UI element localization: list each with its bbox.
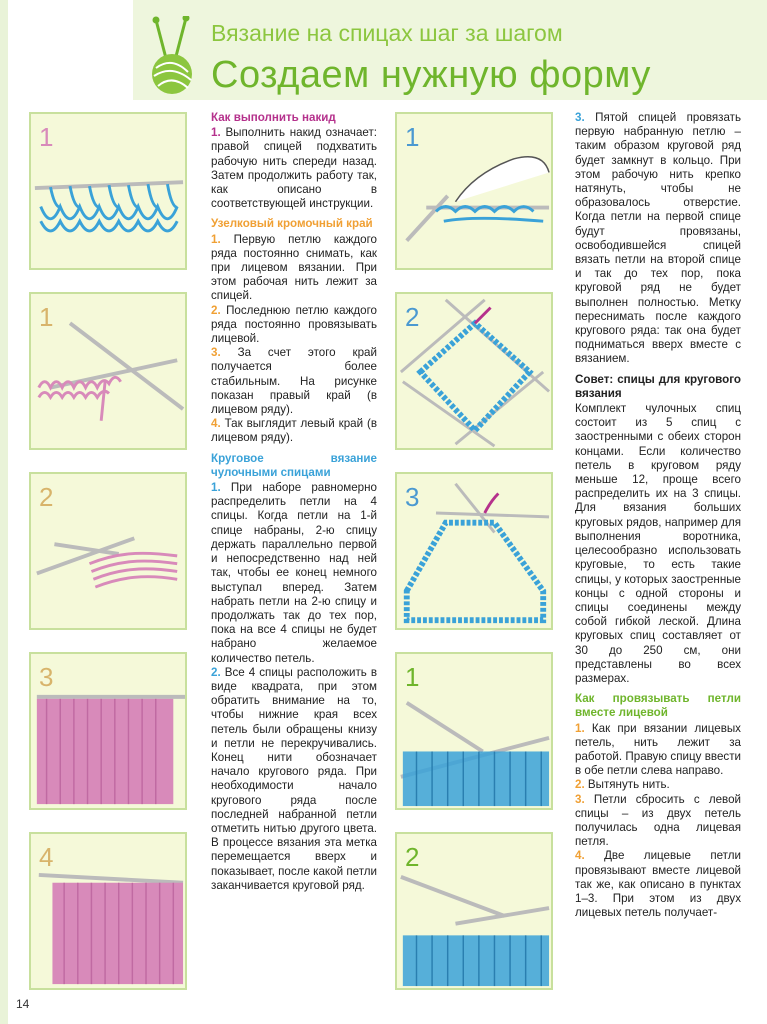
paragraph: Две лицевые петли провязывают вместе лицевой так же, как описано в пунктах 1–3. При этом из двух лицевых петель получает- — [575, 849, 741, 920]
step-number: 3 — [39, 662, 54, 692]
step-marker: 1. — [211, 232, 221, 246]
section-tip — [575, 373, 741, 686]
illustration-yarn-over — [29, 112, 187, 270]
paragraph: Петли сбросить с левой спицы – из двух петель получилась одна лицевая петля. — [575, 792, 741, 849]
section-title: Узелковый кромочный край — [211, 217, 373, 231]
paragraph: Вытянуть нить. — [587, 778, 670, 792]
step-number: 1 — [405, 122, 420, 152]
step-number: 1 — [39, 122, 54, 152]
section-title: Совет: спицы для кругового вязания — [575, 372, 741, 400]
illustration-selvage-left — [29, 472, 187, 630]
section-title: Как провязывать петли вместе лицевой — [575, 692, 741, 720]
step-marker: 1. — [211, 481, 221, 495]
step-number: 1 — [39, 302, 54, 332]
knitted-fabric-icon — [31, 834, 185, 988]
knitted-fabric-icon — [31, 654, 185, 808]
circular-needles-icon — [397, 474, 551, 628]
paragraph: Так выглядит левый край (в лицевом ряду). — [211, 417, 377, 445]
step-marker: 2. — [211, 665, 221, 679]
yarn-ball-logo-icon — [142, 16, 206, 96]
illustration-circular-2 — [395, 292, 553, 450]
section-knit-together — [575, 692, 741, 920]
section-title: Как выполнить накид — [211, 111, 336, 124]
page-number: 14 — [16, 997, 30, 1011]
paragraph: Первую петлю каждого ряда постоянно снимать, как при лицевом вязании. При этом рабочая нить лежит за спицей. — [211, 232, 377, 303]
circular-needles-icon — [397, 294, 551, 448]
step-number: 2 — [39, 482, 54, 512]
step-marker: 3. — [211, 346, 221, 360]
section-selvage — [211, 217, 377, 445]
paragraph: Все 4 спицы расположить в виде квадрата, при этом обратить внимание на то, чтобы нижние края всех петель были обращены книзу и петли не перекручивались. Конец нити обозначает начало кругового ряда. При необходимости начало кругового ряда после последней набранной петли отметить нитью другого цвета. В процессе вязания эта метка перемещается вверх и показывает, после какой петли заканчивается круговой ряд. — [211, 665, 377, 892]
circular-needles-icon — [397, 114, 551, 268]
paragraph: За счет этого край получается более стабильным. На рисунке показан правый край (в лицевом ряду). — [211, 346, 377, 417]
page-title: Создаем нужную форму — [211, 54, 651, 96]
selvage-edge-icon — [31, 474, 185, 628]
illustration-fabric-3 — [29, 652, 187, 810]
left-margin-strip — [0, 0, 8, 1024]
illustration-circular-3 — [395, 472, 553, 630]
step-number: 4 — [39, 842, 54, 872]
step-marker: 4. — [575, 849, 585, 863]
step-marker: 3. — [575, 111, 585, 124]
illustration-knit-together-1 — [395, 652, 553, 810]
step-marker: 2. — [575, 778, 585, 792]
paragraph: Выполнить накид означает: правой спицей подхватить рабочую нить спереди назад. Затем продолжить работу так, как описано в соответствующей инструкции. — [211, 126, 377, 211]
header-kicker: Вязание на спицах шаг за шагом — [211, 20, 563, 46]
step-marker: 3. — [575, 792, 585, 806]
paragraph: Пятой спицей провязать первую набранную петлю – таким образом круговой ряд будет замкнут в кольцо. При этом рабочую нить крепко натянуть, чтобы не образовалось отверстие. Когда петли на первой спице будут провязаны, освободившейся спицей вязать петли на второй спице и так до тех пор, пока круговой ряд не будет выполнен полностью. Метку переснимать после каждого кругового ряда: так она будет подниматься вверх вместе с вязанием. — [575, 111, 741, 366]
text-column-2 — [575, 111, 741, 926]
illustration-circular-1 — [395, 112, 553, 270]
paragraph: Как при вязании лицевых петель, нить лежит за работой. Правую спицу ввести в обе петли слева направо. — [575, 721, 741, 778]
step-marker: 1. — [575, 721, 585, 735]
illustration-knit-together-2 — [395, 832, 553, 990]
yarn-over-icon — [31, 114, 185, 268]
section-yarn-over — [211, 111, 377, 211]
step-marker: 2. — [211, 303, 221, 317]
knit-together-icon — [397, 834, 551, 988]
section-title: Круговое вязание чулочными спицами — [211, 451, 377, 479]
paragraph: Комплект чулочных спиц состоит из 5 спиц с заостренными с обеих сторон концами. Если количество петель в круговом ряду меньше 12, проще всего распределить их на 3 спицы. Для вязания больших круговых рядов, например для выполнения воротника, целесообразно использовать круговые, то есть такие спицы, у которых заостренные концы с одной стороны и спицы соединены между собой гибкой леской. Длина круговых спиц составляет от 30 до 250 см, они представлены во всех размерах. — [575, 402, 741, 685]
step-number: 2 — [405, 842, 420, 872]
paragraph: При наборе равномерно распределить петли на 4 спицы. Когда петли на 1-й спице набраны, 2-ю спицу держать параллельно первой и непосредственно над ней так, чтобы ее конец немного выступал вперед. Затем набрать петли на 2-ю спицу и продолжать так до тех пор, пока на все 4 спицы не будет набрано желаемое количество петель. — [211, 481, 377, 665]
illustration-selvage-right — [29, 292, 187, 450]
step-marker: 4. — [211, 417, 221, 431]
step-marker: 1. — [211, 126, 221, 140]
step-number: 3 — [405, 482, 420, 512]
illustration-fabric-4 — [29, 832, 187, 990]
section-circular-continued — [575, 111, 741, 367]
selvage-edge-icon — [31, 294, 185, 448]
step-number: 2 — [405, 302, 420, 332]
knit-together-icon — [397, 654, 551, 808]
text-column-1 — [211, 111, 377, 899]
section-circular — [211, 452, 377, 893]
paragraph: Последнюю петлю каждого ряда постоянно провязывать лицевой. — [211, 303, 377, 346]
step-number: 1 — [405, 662, 420, 692]
